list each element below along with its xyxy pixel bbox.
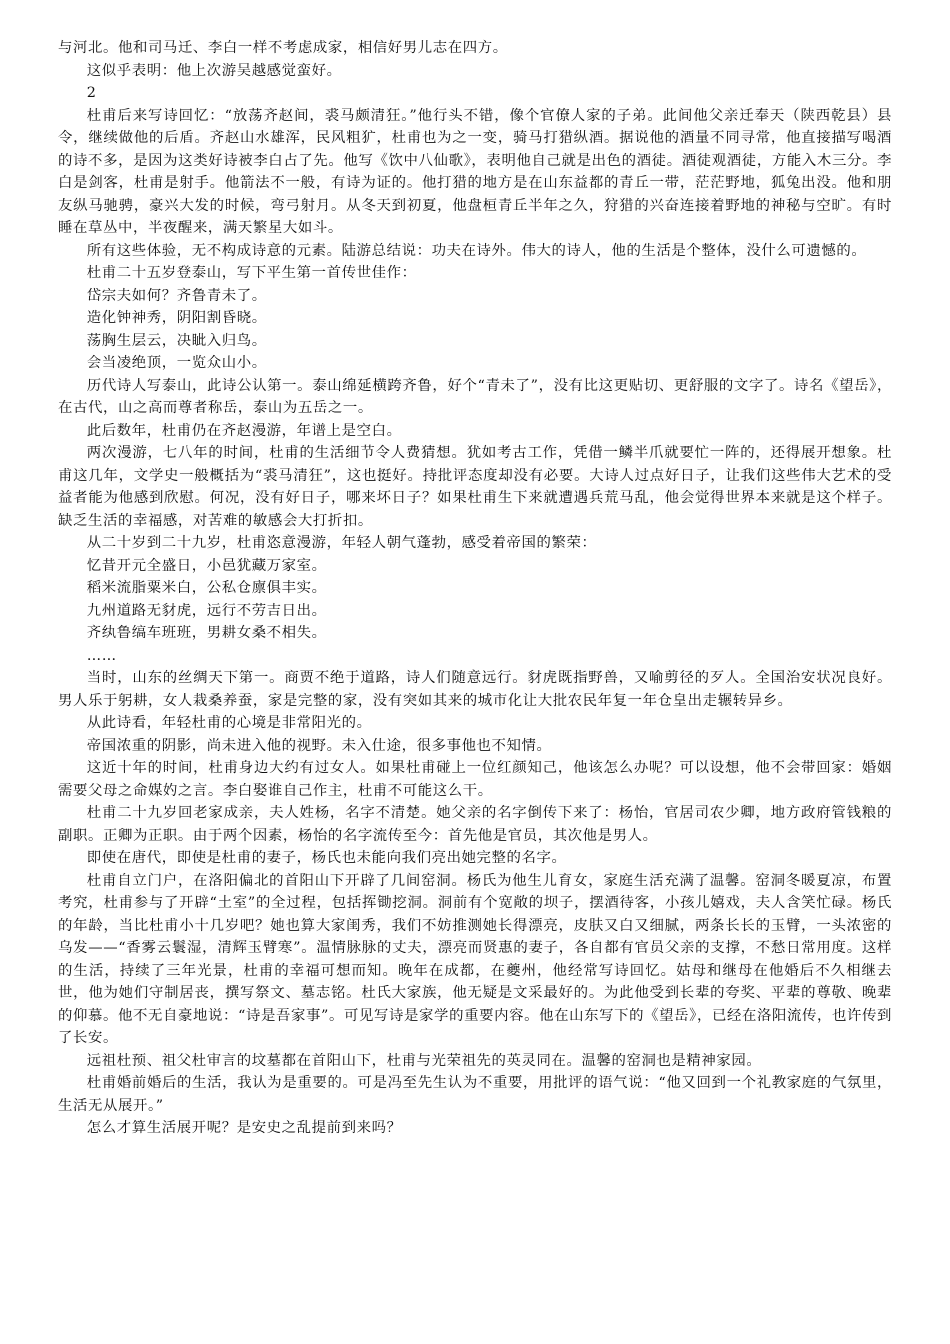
paragraph: 从此诗看，年轻杜甫的心境是非常阳光的。 xyxy=(86,715,372,731)
poem-line: 稻米流脂粟米白，公私仓廪俱丰实。 xyxy=(86,580,327,596)
poem-line: 会当凌绝顶，一览众山小。 xyxy=(86,355,267,371)
paragraph: 杜甫二十五岁登泰山，写下平生第一首传世佳作： xyxy=(86,265,417,281)
poem-line: 荡胸生层云，决眦入归鸟。 xyxy=(86,332,267,349)
paragraph: 从二十岁到二十九岁，杜甫恣意漫游，年轻人朝气蓬勃，感受着帝国的繁荣： xyxy=(86,535,597,551)
poem-line: 九州道路无豺虎，远行不劳吉日出。 xyxy=(86,602,327,619)
paragraph: 怎么才算生活展开呢？是安史之乱提前到来吗？ xyxy=(86,1120,402,1136)
section-number: 2 xyxy=(86,85,97,101)
poem-line: 造化钟神秀，阴阳割昏晓。 xyxy=(86,310,267,326)
paragraph: 杜甫自立门户，在洛阳偏北的首阳山下开辟了几间窑洞。杨氏为他生儿育女，家庭生活充满了温馨。窑洞冬暖夏凉，布置考究，杜甫参与了开辟“土室”的全过程，包括挥锄挖洞。洞前有个宽敞的坝子，摆酒待客，小孩儿嬉戏，夫人含笑忙碌。杨氏的年龄，当比杜甫小十几岁吧？她也算大家闺秀，我们不妨推测她长得漂亮，皮肤又白又细腻，两条长长的玉臂，一头浓密的乌发——“香雾云鬟湿，清辉玉臂寒”。温情脉脉的丈夫，漂亮而贤惠的妻子，各自都有官员父亲的支撑，不愁日常用度。这样的生活，持续了三年光景，杜甫的幸福可想而知。晚年在成都，在夔州，他经常写诗回忆。姑母和继母在他婚后不久相继去世，他为她们守制居丧，撰写祭文、墓志铭。杜氏大家族，他无疑是文采最好的。为此他受到长辈的夸奖、平辈的尊敬、晚辈的仰慕。他不无自豪地说：“诗是吾家事”。可见写诗是家学的重要内容。他在山东写下的《望岳》，已经在洛阳流传，也许传到了长安。 xyxy=(58,872,892,1046)
poem-line: 岱宗夫如何？齐鲁青未了。 xyxy=(86,287,267,304)
paragraph: 两次漫游，七八年的时间，杜甫的生活细节令人费猜想。犹如考古工作，凭借一鳞半爪就要忙一阵的，还得展开想象。杜甫这几年，文学史一般概括为“裘马清狂”，这也挺好。持批评态度却没有必要。大诗人过点好日子，让我们这些伟大艺术的受益者能为他感到欣慰。何况，没有好日子，哪来坏日子？如果杜甫生下来就遭遇兵荒马乱，他会觉得世界本来就是这个样子。缺乏生活的幸福感，对苦难的敏感会大打折扣。 xyxy=(58,445,892,529)
paragraph: 杜甫婚前婚后的生活，我认为是重要的。可是冯至先生认为不重要，用批评的语气说：“他又回到一个礼教家庭的气氛里，生活无从展开。” xyxy=(58,1075,892,1114)
paragraph-continuation: 与河北。他和司马迁、李白一样不考虑成家，相信好男儿志在四方。 xyxy=(58,40,508,56)
paragraph: 此后数年，杜甫仍在齐赵漫游，年谱上是空白。 xyxy=(86,422,402,439)
paragraph: 杜甫后来写诗回忆：“放荡齐赵间，裘马颇清狂。”他行头不错，像个官僚人家的子弟。此间他父亲迁奉天（陕西乾县）县令，继续做他的后盾。齐赵山水雄浑，民风粗犷，杜甫也为之一变，骑马打猎纵酒。据说他的酒量不同寻常，他直接描写喝酒的诗不多，是因为这类好诗被李白占了先。他写《饮中八仙歌》，表明他自己就是出色的酒徒。酒徒观酒徒，方能入木三分。李白是剑客，杜甫是射手。他箭法不一般，有诗为证的。他打猎的地方是在山东益都的青丘一带，茫茫野地，狐兔出没。他和朋友纵马驰骋，豪兴大发的时候，弯弓射月。从冬天到初夏，他盘桓青丘半年之久，狩猎的兴奋连接着野地的神秘与空旷。有时睡在草丛中，半夜醒来，满天繁星大如斗。 xyxy=(58,107,892,236)
paragraph: 帝国浓重的阴影，尚未进入他的视野。未入仕途，很多事他也不知情。 xyxy=(86,737,552,754)
paragraph: 远祖杜预、祖父杜审言的坟墓都在首阳山下，杜甫与光荣祖先的英灵同在。温馨的窑洞也是精神家园。 xyxy=(86,1052,762,1069)
poem-line: 齐纨鲁缟车班班，男耕女桑不相失。 xyxy=(86,625,327,641)
paragraph: 这近十年的时间，杜甫身边大约有过女人。如果杜甫碰上一位红颜知己，他该怎么办呢？可以设想，他不会带回家：婚姻需要父母之命媒妁之言。李白娶谁自己作主，杜甫不可能这么干。 xyxy=(58,760,892,799)
paragraph: 所有这些体验，无不构成诗意的元素。陆游总结说：功夫在诗外。伟大的诗人，他的生活是个整体，没什么可遗憾的。 xyxy=(86,242,867,259)
poem-line: 忆昔开元全盛日，小邑犹藏万家室。 xyxy=(86,557,327,574)
paragraph: 杜甫二十九岁回老家成亲，夫人姓杨，名字不清楚。她父亲的名字倒传下来了：杨怡，官居司农少卿，地方政府管钱粮的副职。正卿为正职。由于两个因素，杨怡的名字流传至今：首先他是官员，其次他是男人。 xyxy=(58,805,892,844)
paragraph: 历代诗人写泰山，此诗公认第一。泰山绵延横跨齐鲁，好个“青未了”，没有比这更贴切、更舒服的文字了。诗名《望岳》，在古代，山之高而尊者称岳，泰山为五岳之一。 xyxy=(58,377,892,416)
paragraph: 这似乎表明：他上次游吴越感觉蛮好。 xyxy=(86,62,342,79)
paragraph: 即使在唐代，即使是杜甫的妻子，杨氏也未能向我们亮出她完整的名字。 xyxy=(86,850,567,866)
paragraph: 当时，山东的丝绸天下第一。商贾不绝于道路，诗人们随意远行。豺虎既指野兽，又喻剪径的歹人。全国治安状况良好。男人乐于躬耕，女人栽桑养蚕，家是完整的家，没有突如其来的城市化让大批农民年复一年仓皇出走辗转异乡。 xyxy=(58,670,892,709)
poem-ellipsis: …… xyxy=(86,647,117,664)
